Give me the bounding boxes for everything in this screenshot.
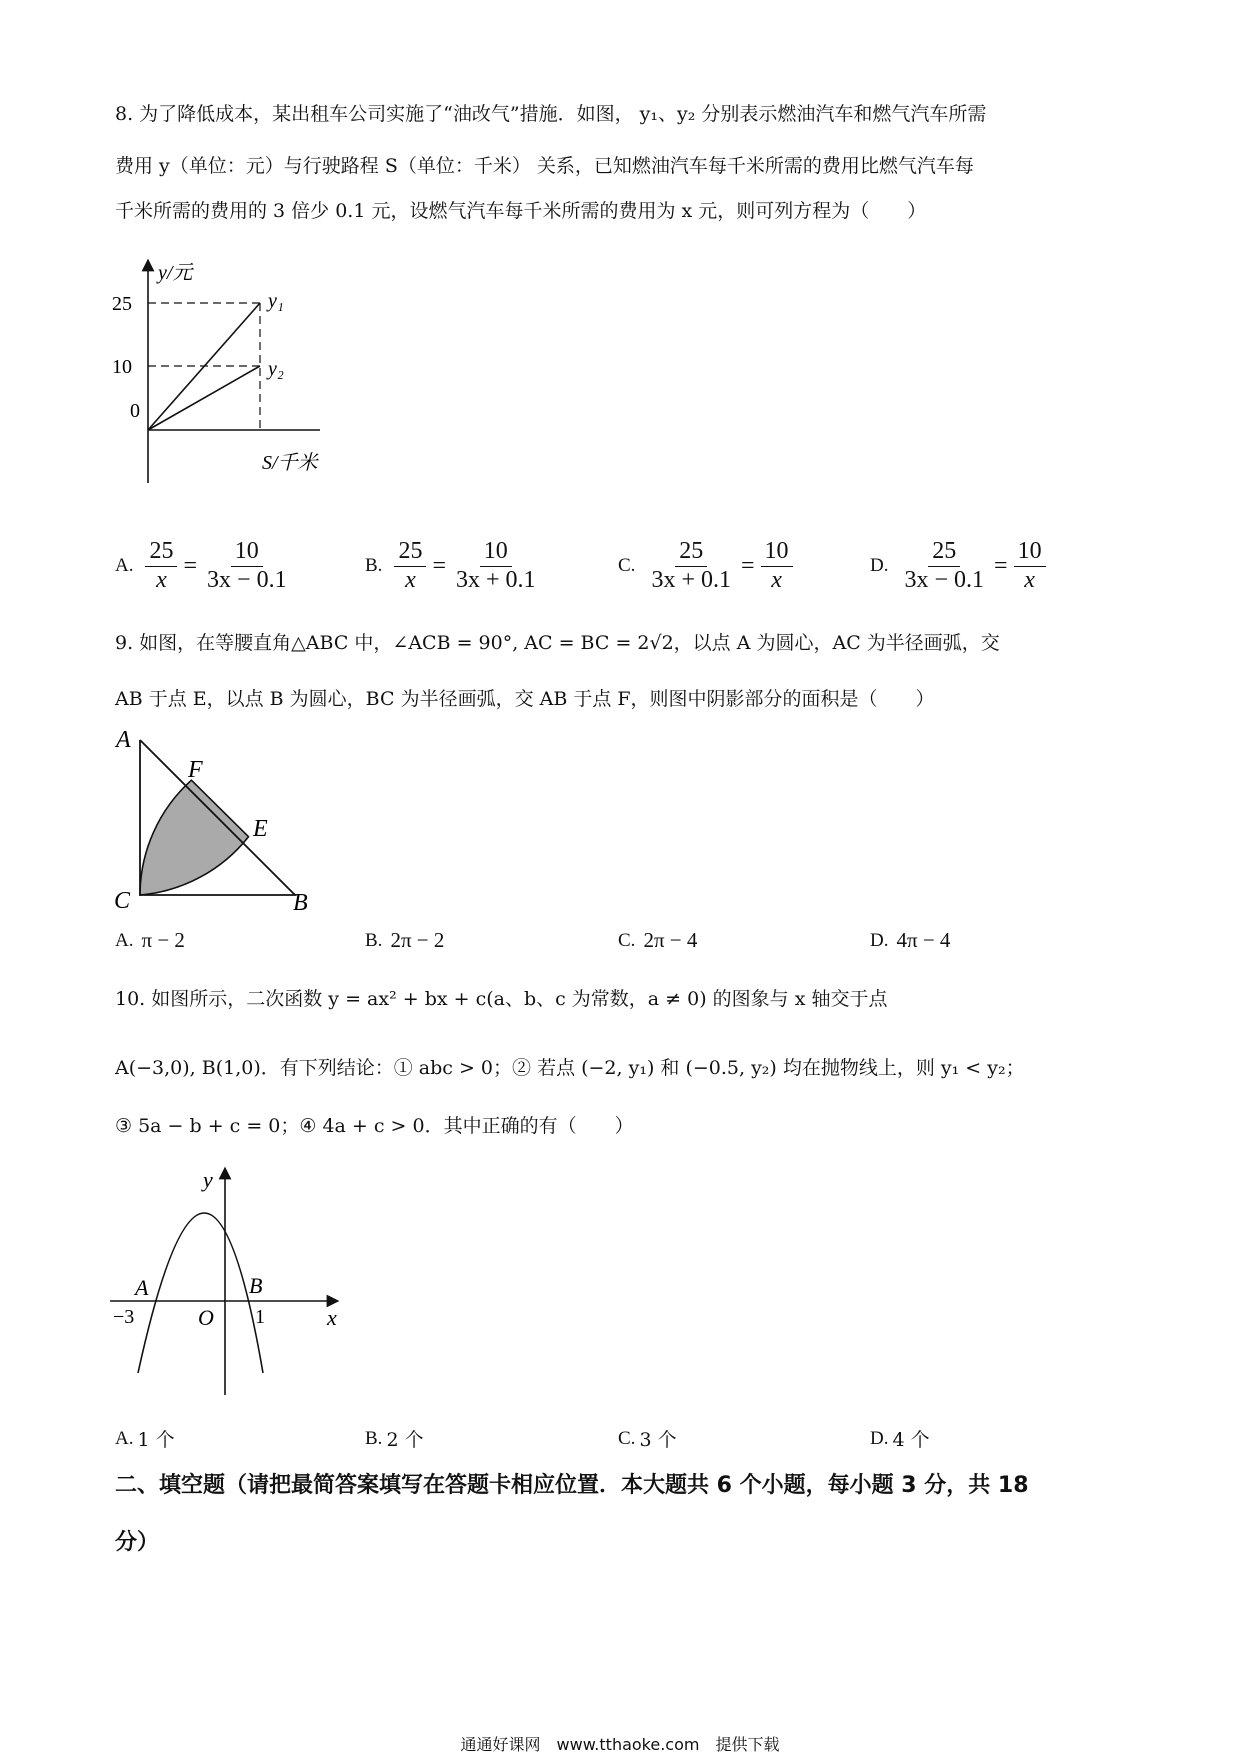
label-e: E: [253, 816, 268, 842]
y2-label: y₂: [268, 358, 284, 380]
q8-graph: [110, 255, 370, 495]
fraction: $\frac{25}{x}$: [394, 538, 426, 594]
fraction: $\frac{25}{3x - 0.1}$: [904, 538, 985, 593]
y-axis-label: y/元: [158, 262, 193, 284]
fraction: $\frac{10}{x}$: [761, 538, 793, 594]
q9-figure: [110, 725, 320, 915]
q10-line-1: 10. 如图所示，二次函数 y = ax² + bx + c(a、b、c 为常数，a ≠ 0) 的图象与 x 轴交于点: [115, 988, 888, 1010]
label-a: A: [116, 727, 131, 753]
q9-option-d[interactable]: D. 4π − 4: [870, 928, 951, 952]
q8-line-3: 千米所需的费用的 3 倍少 0.1 元，设燃气汽车每千米所需的费用为 x 元，则可列方程为（ ）: [115, 200, 927, 222]
q9-option-b[interactable]: B. 2π − 2: [365, 928, 445, 952]
fraction: $\frac{25}{x}$: [145, 538, 177, 594]
q8-option-b[interactable]: B. $\frac{25}{x}$ = $\frac{10}{3x + 0.1}$: [365, 538, 544, 594]
point-a-label: A: [135, 1275, 149, 1300]
section-heading-line-2: 分）: [115, 1530, 160, 1555]
q10-line-2: A(−3,0), B(1,0)．有下列结论：① abc > 0；② 若点 (−2, y₁) 和 (−0.5, y₂) 均在抛物线上，则 y₁ < y₂；: [115, 1057, 1025, 1079]
q10-figure: [105, 1165, 355, 1405]
page-footer: 通通好课网 www.tthaoke.com 提供下载: [460, 1735, 780, 1754]
x-axis-label: S/千米: [262, 452, 318, 474]
q9-line-2: AB 于点 E，以点 B 为圆心，BC 为半径画弧，交 AB 于点 F，则图中阴影部分的面积是（ ）: [115, 688, 935, 710]
label-c: C: [114, 888, 131, 914]
y-axis-label: y: [203, 1167, 213, 1192]
q9-option-c[interactable]: C. 2π − 4: [618, 928, 698, 952]
fraction: $\frac{25}{3x + 0.1}$: [651, 538, 731, 593]
origin-label: O: [198, 1305, 214, 1330]
q8-option-a[interactable]: A. $\frac{25}{x}$ = $\frac{10}{3x - 0.1}$: [115, 538, 295, 594]
q8-option-d[interactable]: D. $\frac{25}{3x - 0.1}$ = $\frac{10}{x}$: [870, 538, 1050, 594]
point-b-label: B: [249, 1273, 263, 1298]
q10-line-3: ③ 5a − b + c = 0；④ 4a + c > 0．其中正确的有（ ）: [115, 1115, 634, 1137]
q8-line-2: 费用 y（单位：元）与行驶路程 S（单位：千米） 关系，已知燃油汽车每千米所需的费用比燃气汽车每: [115, 155, 974, 177]
tick-1: 1: [255, 1306, 265, 1328]
q9-option-a[interactable]: A. π − 2: [115, 928, 185, 952]
section-heading-line-1: 二、填空题（请把最简答案填写在答题卡相应位置．本大题共 6 个小题，每小题 3 分，共 18: [115, 1473, 1029, 1498]
tick-minus-3: −3: [113, 1306, 135, 1328]
q8-line-1: 8. 为了降低成本，某出租车公司实施了“油改气”措施．如图， y₁、y₂ 分别表示燃油汽车和燃气汽车所需: [115, 103, 987, 125]
label-f: F: [188, 757, 203, 783]
fraction: $\frac{10}{3x + 0.1}$: [455, 538, 536, 593]
q9-line-1: 9. 如图，在等腰直角△ABC 中，∠ACB = 90°, AC = BC = 2√2，以点 A 为圆心，AC 为半径画弧，交: [115, 632, 1000, 654]
fraction: $\frac{10}{3x - 0.1}$: [207, 538, 287, 593]
q8-option-c[interactable]: C. $\frac{25}{3x + 0.1}$ = $\frac{10}{x}$: [618, 538, 797, 594]
q10-option-b[interactable]: B. 2 个: [365, 1427, 424, 1451]
fraction: $\frac{10}{x}$: [1014, 538, 1046, 594]
label-b: B: [293, 890, 308, 915]
origin-label: 0: [130, 400, 140, 422]
q10-option-c[interactable]: C. 3 个: [618, 1427, 677, 1451]
x-axis-label: x: [327, 1305, 337, 1330]
tick-25: 25: [112, 293, 132, 315]
y1-label: y₁: [268, 290, 284, 312]
q10-option-d[interactable]: D. 4 个: [870, 1427, 930, 1451]
tick-10: 10: [112, 356, 132, 378]
q10-option-a[interactable]: A. 1 个: [115, 1427, 175, 1451]
